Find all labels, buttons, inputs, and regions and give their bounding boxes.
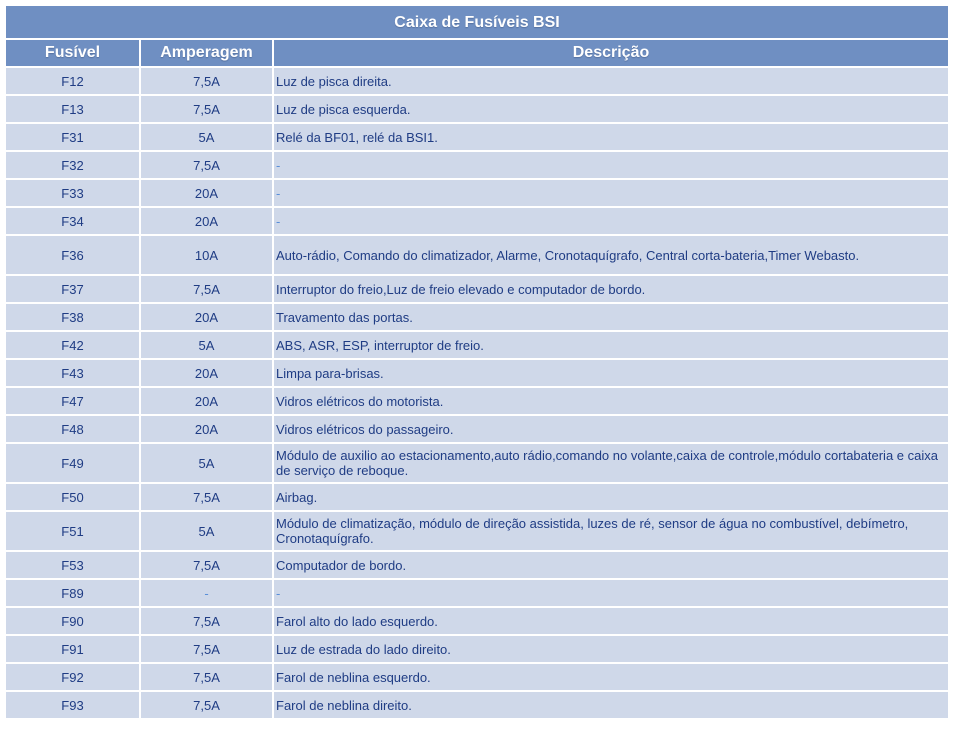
table-row (6, 512, 948, 550)
amperage-cell: - (141, 580, 272, 606)
table-title: Caixa de Fusíveis BSI (6, 6, 948, 38)
description-cell: Interruptor do freio,Luz de freio elevado e computador de bordo. (274, 276, 948, 302)
fuse-id-cell: F38 (6, 304, 139, 330)
fuse-id-cell: F13 (6, 96, 139, 122)
amperage-cell: 20A (141, 416, 272, 442)
amperage-cell: 7,5A (141, 636, 272, 662)
description-cell: Farol alto do lado esquerdo. (274, 608, 948, 634)
fuse-id-cell: F12 (6, 68, 139, 94)
description-cell: - (274, 208, 948, 234)
fuse-id-cell: F51 (6, 512, 139, 550)
table-row (6, 236, 948, 274)
fuse-id-cell: F48 (6, 416, 139, 442)
table-row (6, 208, 948, 234)
description-cell: Limpa para-brisas. (274, 360, 948, 386)
amperage-cell: 5A (141, 512, 272, 550)
table-row (6, 304, 948, 330)
fuse-id-cell: F43 (6, 360, 139, 386)
fuse-id-cell: F92 (6, 664, 139, 690)
fuse-id-cell: F47 (6, 388, 139, 414)
description-cell: Luz de pisca direita. (274, 68, 948, 94)
table-row (6, 152, 948, 178)
fuse-id-cell: F36 (6, 236, 139, 274)
table-row (6, 484, 948, 510)
amperage-cell: 20A (141, 304, 272, 330)
table-row (6, 580, 948, 606)
description-cell: Farol de neblina esquerdo. (274, 664, 948, 690)
amperage-cell: 7,5A (141, 152, 272, 178)
table-row (6, 444, 948, 482)
fuse-id-cell: F50 (6, 484, 139, 510)
fuse-id-cell: F53 (6, 552, 139, 578)
description-cell: Relé da BF01, relé da BSI1. (274, 124, 948, 150)
fuse-id-cell: F37 (6, 276, 139, 302)
table-row (6, 332, 948, 358)
amperage-cell: 7,5A (141, 664, 272, 690)
description-cell: Travamento das portas. (274, 304, 948, 330)
table-row (6, 388, 948, 414)
table-row (6, 608, 948, 634)
table-row (6, 692, 948, 718)
amperage-cell: 5A (141, 444, 272, 482)
fuse-table-container (4, 4, 948, 720)
description-cell: Vidros elétricos do motorista. (274, 388, 948, 414)
table-row (6, 124, 948, 150)
header-amperagem: Amperagem (141, 40, 272, 66)
table-row (6, 276, 948, 302)
fuse-id-cell: F49 (6, 444, 139, 482)
fuse-id-cell: F89 (6, 580, 139, 606)
amperage-cell: 7,5A (141, 608, 272, 634)
table-row (6, 96, 948, 122)
description-cell: ABS, ASR, ESP, interruptor de freio. (274, 332, 948, 358)
amperage-cell: 7,5A (141, 484, 272, 510)
amperage-cell: 5A (141, 124, 272, 150)
amperage-cell: 20A (141, 208, 272, 234)
description-cell: - (274, 152, 948, 178)
amperage-cell: 20A (141, 180, 272, 206)
description-cell: Auto-rádio, Comando do climatizador, Alarme, Cronotaquígrafo, Central corta-bateria,Timer Webasto. (274, 236, 948, 274)
table-row (6, 360, 948, 386)
description-cell: Luz de estrada do lado direito. (274, 636, 948, 662)
description-cell: Luz de pisca esquerda. (274, 96, 948, 122)
fuse-table (4, 4, 950, 720)
table-row (6, 636, 948, 662)
header-descricao: Descrição (274, 40, 948, 66)
fuse-id-cell: F34 (6, 208, 139, 234)
amperage-cell: 7,5A (141, 552, 272, 578)
amperage-cell: 10A (141, 236, 272, 274)
table-row (6, 68, 948, 94)
table-row (6, 416, 948, 442)
amperage-cell: 7,5A (141, 692, 272, 718)
header-fusivel: Fusível (6, 40, 139, 66)
fuse-id-cell: F33 (6, 180, 139, 206)
description-cell: Computador de bordo. (274, 552, 948, 578)
description-cell: - (274, 580, 948, 606)
fuse-id-cell: F32 (6, 152, 139, 178)
fuse-id-cell: F90 (6, 608, 139, 634)
amperage-cell: 7,5A (141, 96, 272, 122)
table-row (6, 552, 948, 578)
amperage-cell: 20A (141, 360, 272, 386)
fuse-table-body (6, 68, 948, 718)
description-cell: Vidros elétricos do passageiro. (274, 416, 948, 442)
description-cell: Módulo de climatização, módulo de direção assistida, luzes de ré, sensor de água no combustível, debímetro, Cronotaquígrafo. (274, 512, 948, 550)
amperage-cell: 5A (141, 332, 272, 358)
table-row (6, 180, 948, 206)
fuse-id-cell: F93 (6, 692, 139, 718)
description-cell: Módulo de auxilio ao estacionamento,auto rádio,comando no volante,caixa de controle,módulo cortabateria e caixa de serviço de reboque. (274, 444, 948, 482)
amperage-cell: 20A (141, 388, 272, 414)
fuse-id-cell: F91 (6, 636, 139, 662)
description-cell: Farol de neblina direito. (274, 692, 948, 718)
fuse-id-cell: F31 (6, 124, 139, 150)
amperage-cell: 7,5A (141, 68, 272, 94)
table-row (6, 664, 948, 690)
description-cell: - (274, 180, 948, 206)
amperage-cell: 7,5A (141, 276, 272, 302)
fuse-id-cell: F42 (6, 332, 139, 358)
description-cell: Airbag. (274, 484, 948, 510)
